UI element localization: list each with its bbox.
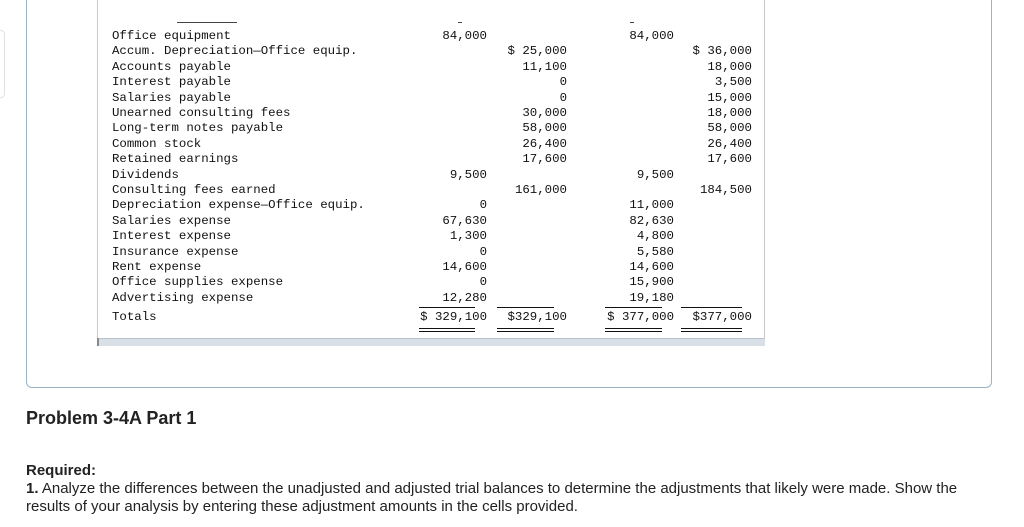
table-row xyxy=(112,152,762,167)
table-row xyxy=(112,75,762,90)
adj-cr-amount: 184,500 xyxy=(699,183,752,197)
problem-title: Problem 3-4A Part 1 xyxy=(26,408,197,428)
sum-underline xyxy=(419,307,475,308)
unadj-cr-amount: $ 25,000 xyxy=(507,44,567,59)
account-name: Long-term notes payable xyxy=(112,121,284,136)
unadj-dr-amount: $ 329,100 xyxy=(420,310,487,325)
adj-dr-amount: $ 377,000 xyxy=(607,310,674,325)
adj-cr-amount: 18,000 xyxy=(707,106,752,120)
unadj-dr-amount: 1,300 xyxy=(449,229,487,244)
unadj-dr-amount: 0 xyxy=(479,244,487,259)
adj-cr-amount: 26,400 xyxy=(707,136,752,151)
unadj-dr-amount: 0 xyxy=(479,198,487,213)
unadj-dr-amount: 14,600 xyxy=(442,260,487,274)
total-double-underline xyxy=(419,328,475,332)
required-text: Analyze the differences between the unadjusted and adjusted trial balances to determine the adjustments that likely were made. Show the results of your analysis by entering these adjustment amounts in the cells provided. xyxy=(26,480,958,515)
scrollbar-thumb[interactable] xyxy=(97,338,99,346)
table-row xyxy=(112,245,762,260)
unadj-cr-amount: $329,100 xyxy=(507,310,567,325)
table-row xyxy=(112,214,762,229)
table-scrollbar[interactable] xyxy=(97,338,765,346)
account-name: Retained earnings xyxy=(112,152,239,167)
unadj-cr-amount: 11,100 xyxy=(522,59,567,74)
sum-underline xyxy=(681,307,742,308)
unadj-cr-amount: 30,000 xyxy=(522,106,567,120)
adj-dr-amount: 19,180 xyxy=(629,290,674,305)
trial-balance-panel xyxy=(26,0,992,388)
required-heading: Required: xyxy=(26,462,97,479)
unadj-cr-amount: 26,400 xyxy=(522,136,567,151)
cut-off-row-fragment xyxy=(622,18,662,24)
account-name: Rent expense xyxy=(112,260,202,274)
table-row xyxy=(112,229,762,244)
adj-cr-amount: 18,000 xyxy=(707,59,752,74)
adj-dr-amount: 82,630 xyxy=(629,213,674,228)
total-double-underline xyxy=(497,328,554,332)
table-row xyxy=(112,91,762,106)
table-row xyxy=(112,168,762,183)
table-right-border xyxy=(764,0,765,341)
account-name: Dividends xyxy=(112,167,179,182)
account-name: Salaries expense xyxy=(112,213,231,228)
table-row xyxy=(112,29,762,44)
table-row xyxy=(112,121,762,136)
unadj-dr-amount: 9,500 xyxy=(449,167,487,182)
table-row xyxy=(112,60,762,75)
cut-off-row-fragment xyxy=(177,18,237,24)
adj-dr-amount: 5,580 xyxy=(636,244,674,259)
side-tab xyxy=(0,30,5,98)
table-row xyxy=(112,137,762,152)
adj-dr-amount: 84,000 xyxy=(629,29,674,43)
account-name: Common stock xyxy=(112,136,202,151)
sum-underline xyxy=(497,307,554,308)
total-double-underline xyxy=(681,328,742,332)
account-name: Consulting fees earned xyxy=(112,183,276,197)
account-name: Salaries payable xyxy=(112,90,231,105)
adj-dr-amount: 15,900 xyxy=(629,275,674,290)
table-row xyxy=(112,183,762,198)
adj-cr-amount: $ 36,000 xyxy=(692,44,752,59)
adj-cr-amount: 58,000 xyxy=(707,121,752,136)
account-name: Office supplies expense xyxy=(112,275,284,290)
account-name: Accum. Depreciation—Office equip. xyxy=(112,44,358,59)
adj-cr-amount: 15,000 xyxy=(707,90,752,105)
account-name: Depreciation expense—Office equip. xyxy=(112,198,365,213)
sum-underline xyxy=(605,307,662,308)
table-row xyxy=(112,106,762,121)
totals-row xyxy=(112,310,762,325)
unadj-cr-amount: 17,600 xyxy=(522,152,567,167)
account-name: Accounts payable xyxy=(112,59,231,74)
account-name: Advertising expense xyxy=(112,290,254,305)
unadj-dr-amount: 0 xyxy=(479,275,487,290)
unadj-cr-amount: 161,000 xyxy=(514,183,567,197)
table-row xyxy=(112,275,762,290)
adj-dr-amount: 14,600 xyxy=(629,260,674,274)
account-name: Unearned consulting fees xyxy=(112,106,291,120)
table-left-border xyxy=(97,0,98,341)
adj-dr-amount: 9,500 xyxy=(636,167,674,182)
table-row xyxy=(112,291,762,306)
trial-balance-table xyxy=(97,0,765,346)
account-name: Interest payable xyxy=(112,75,231,90)
unadj-cr-amount: 0 xyxy=(559,75,567,90)
account-name: Insurance expense xyxy=(112,244,239,259)
unadj-dr-amount: 12,280 xyxy=(442,290,487,305)
adj-dr-amount: 11,000 xyxy=(629,198,674,213)
table-row xyxy=(112,198,762,213)
unadj-dr-amount: 84,000 xyxy=(442,29,487,43)
required-number: 1. xyxy=(26,480,39,497)
adj-cr-amount: 17,600 xyxy=(707,152,752,167)
required-instructions xyxy=(26,462,996,516)
account-name: Totals xyxy=(112,310,157,325)
account-name: Office equipment xyxy=(112,29,231,43)
total-double-underline xyxy=(605,328,662,332)
unadj-dr-amount: 67,630 xyxy=(442,213,487,228)
table-row xyxy=(112,44,762,59)
table-row xyxy=(112,260,762,275)
adj-cr-amount: $377,000 xyxy=(692,310,752,325)
adj-cr-amount: 3,500 xyxy=(714,75,752,90)
adj-dr-amount: 4,800 xyxy=(636,229,674,244)
unadj-cr-amount: 58,000 xyxy=(522,121,567,136)
cut-off-row-fragment xyxy=(442,18,462,24)
account-name: Interest expense xyxy=(112,229,231,244)
unadj-cr-amount: 0 xyxy=(559,90,567,105)
